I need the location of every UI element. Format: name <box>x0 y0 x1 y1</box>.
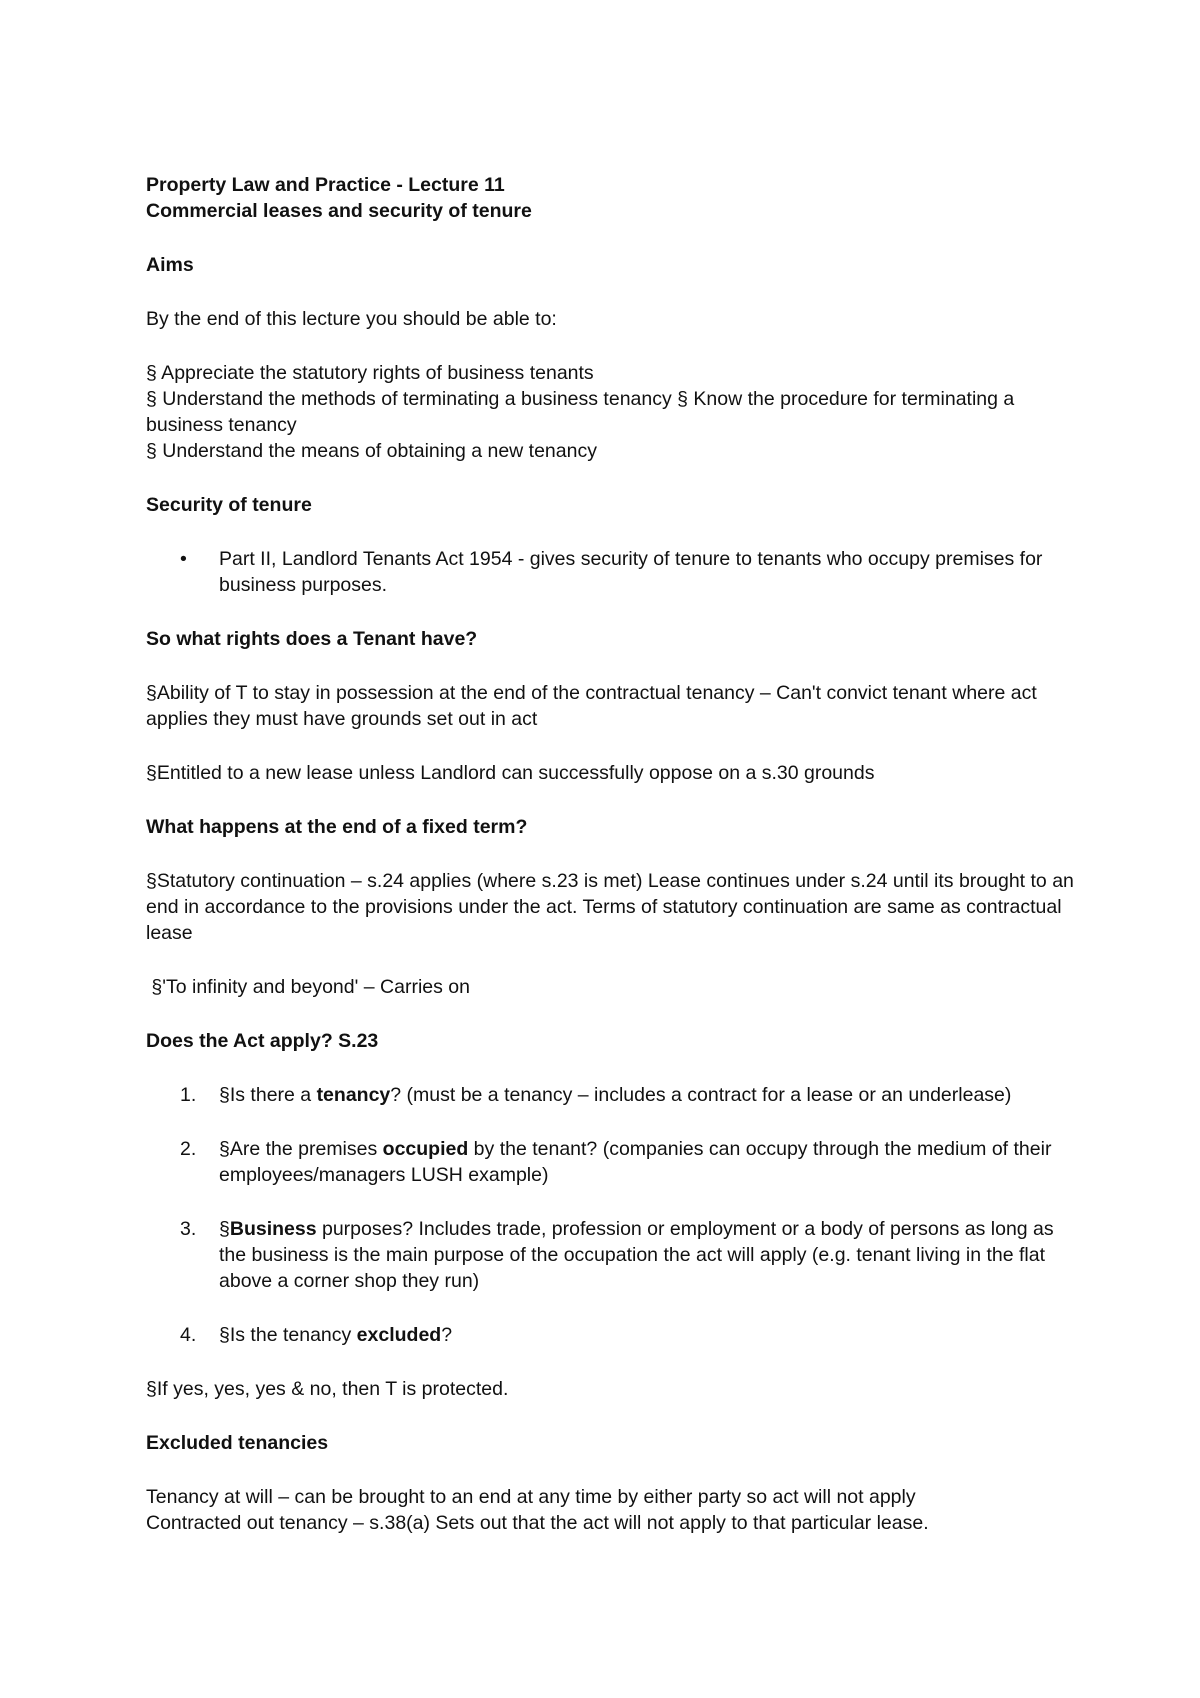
list-number: 3. <box>180 1218 197 1240</box>
security-bullet-text: Part II, Landlord Tenants Act 1954 - gives security of tenure to tenants who occupy premises for business purposes. <box>219 548 1043 596</box>
excluded-heading: Excluded tenancies <box>146 1432 329 1454</box>
fixed-term-paragraph-1: §Statutory continuation – s.24 applies (where s.23 is met) Lease continues under s.24 until its brought to an end in accordance to the provisions under the act. Terms of statutory continuation are same as contractual lease <box>146 870 1074 944</box>
list-number: 1. <box>180 1084 197 1106</box>
aims-intro: By the end of this lecture you should be able to: <box>146 308 557 330</box>
list-text-pre: §Is there a <box>219 1084 317 1106</box>
list-text-pre: §Is the tenancy <box>219 1324 357 1346</box>
act-apply-list-item <box>146 1082 1076 1108</box>
security-bullet-item <box>146 546 1076 598</box>
list-text-bold: Business <box>229 1218 317 1240</box>
excluded-line-2: Contracted out tenancy – s.38(a) Sets out that the act will not apply to that particular lease. <box>146 1512 929 1534</box>
rights-heading: So what rights does a Tenant have? <box>146 628 478 650</box>
security-heading: Security of tenure <box>146 494 312 516</box>
rights-paragraph-2: §Entitled to a new lease unless Landlord can successfully oppose on a s.30 grounds <box>146 762 875 784</box>
list-text-pre: §Are the premises <box>219 1138 383 1160</box>
aims-heading: Aims <box>146 254 194 276</box>
list-number: 2. <box>180 1138 197 1160</box>
list-text-post: by the tenant? (companies can occupy through the medium of their employees/managers LUSH example) <box>219 1138 1052 1186</box>
act-apply-conclusion: §If yes, yes, yes & no, then T is protected. <box>146 1378 509 1400</box>
list-text-post: ? (must be a tenancy – includes a contract for a lease or an underlease) <box>390 1084 1012 1106</box>
aims-item: § Appreciate the statutory rights of business tenants <box>146 362 594 384</box>
list-text-bold: tenancy <box>316 1084 391 1106</box>
fixed-term-paragraph-2: §'To infinity and beyond' – Carries on <box>146 976 470 998</box>
aims-item: § Understand the means of obtaining a new tenancy <box>146 440 597 462</box>
bullet-icon: • <box>180 548 187 570</box>
list-text-post: ? <box>441 1324 453 1346</box>
document-title: Property Law and Practice - Lecture 11 <box>146 174 505 196</box>
list-text-pre: § <box>219 1218 230 1240</box>
document-subtitle: Commercial leases and security of tenure <box>146 200 532 222</box>
act-apply-list-item <box>146 1322 1076 1348</box>
fixed-term-heading: What happens at the end of a fixed term? <box>146 816 528 838</box>
rights-paragraph-1: §Ability of T to stay in possession at the end of the contractual tenancy – Can't convict tenant where act applies they must have grounds set out in act <box>146 682 1037 730</box>
aims-item: § Understand the methods of terminating a business tenancy § Know the procedure for terminating a business tenancy <box>146 388 1015 436</box>
list-text-post: purposes? Includes trade, profession or employment or a body of persons as long as the business is the main purpose of the occupation the act will apply (e.g. tenant living in the flat above a corner shop they run) <box>219 1218 1054 1292</box>
excluded-line-1: Tenancy at will – can be brought to an end at any time by either party so act will not apply <box>146 1486 916 1508</box>
document-page <box>146 172 1076 1536</box>
act-apply-list-item <box>146 1216 1076 1294</box>
list-text-bold: occupied <box>382 1138 469 1160</box>
list-text-bold: excluded <box>356 1324 442 1346</box>
list-number: 4. <box>180 1324 197 1346</box>
act-apply-list-item <box>146 1136 1076 1188</box>
act-apply-heading: Does the Act apply? S.23 <box>146 1030 379 1052</box>
